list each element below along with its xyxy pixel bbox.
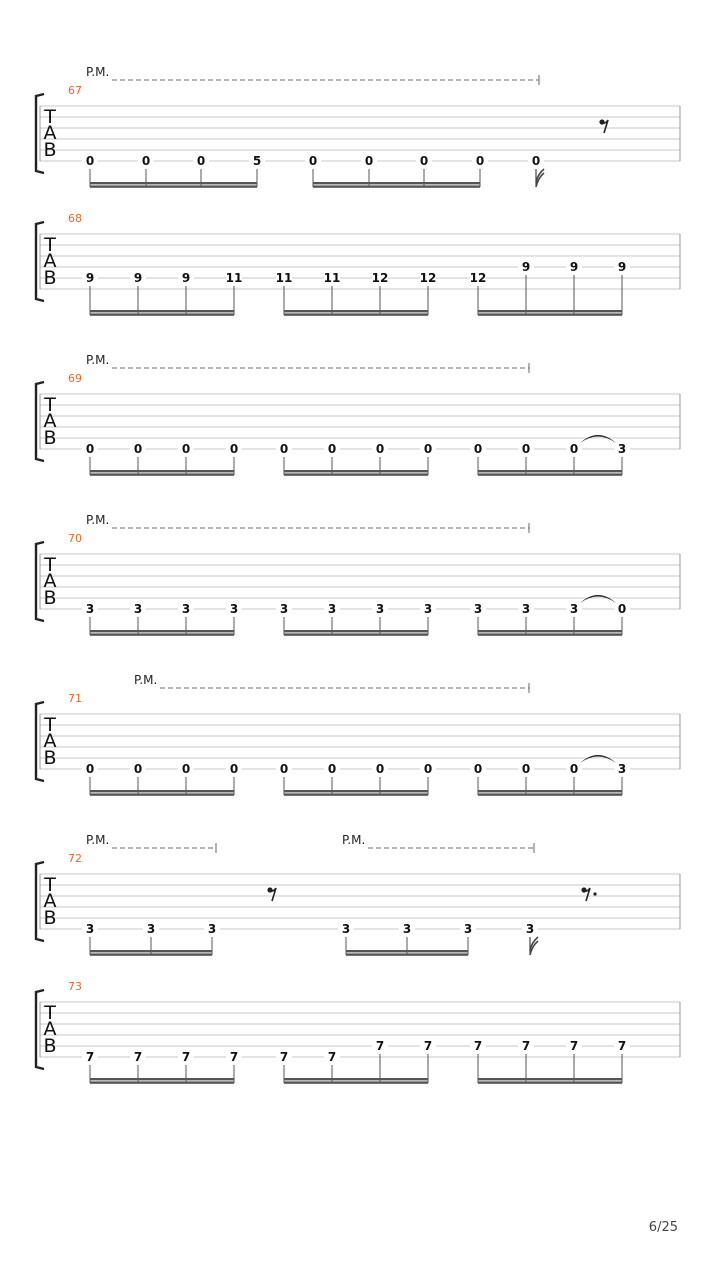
beam-primary xyxy=(313,182,480,184)
beam-secondary xyxy=(478,473,622,475)
measure-number: 72 xyxy=(68,852,82,865)
beam-primary xyxy=(90,1078,234,1080)
beam-secondary xyxy=(90,793,234,795)
fret-number: 3 xyxy=(229,602,239,616)
tab-clef-letter: B xyxy=(43,1035,57,1057)
fret-number: 7 xyxy=(85,1050,95,1064)
fret-number: 0 xyxy=(375,762,385,776)
beam-secondary xyxy=(284,1081,428,1083)
fret-number: 0 xyxy=(475,154,485,168)
fret-number: 9 xyxy=(569,260,579,274)
fret-number: 3 xyxy=(181,602,191,616)
fret-number: 3 xyxy=(463,922,473,936)
palm-mute-label: P.M. xyxy=(86,353,110,367)
fret-number: 0 xyxy=(375,442,385,456)
tab-clef-letter: T xyxy=(44,394,56,416)
tab-clef-letter: T xyxy=(44,1002,56,1024)
fret-number: 0 xyxy=(229,442,239,456)
beam-primary xyxy=(284,310,428,312)
beam-primary xyxy=(284,1078,428,1080)
tie-arc xyxy=(580,435,616,443)
tab-system-71 xyxy=(36,673,680,796)
fret-number: 7 xyxy=(569,1039,579,1053)
beam-secondary xyxy=(478,1081,622,1083)
fret-number: 5 xyxy=(252,154,262,168)
fret-number: 0 xyxy=(364,154,374,168)
beam-primary xyxy=(284,790,428,792)
beam-primary xyxy=(478,1078,622,1080)
fret-number: 0 xyxy=(419,154,429,168)
fret-number: 0 xyxy=(196,154,206,168)
tab-clef-letter: A xyxy=(43,250,57,272)
tab-clef-letter: B xyxy=(43,427,57,449)
fret-number: 0 xyxy=(181,762,191,776)
fret-number: 3 xyxy=(375,602,385,616)
beam-primary xyxy=(478,630,622,632)
fret-number: 0 xyxy=(473,442,483,456)
tab-clef-letter: B xyxy=(43,907,57,929)
fret-number: 0 xyxy=(569,442,579,456)
fret-number: 0 xyxy=(617,602,627,616)
beam-primary xyxy=(90,630,234,632)
fret-number: 0 xyxy=(133,442,143,456)
beam-secondary xyxy=(284,793,428,795)
tab-clef-letter: B xyxy=(43,267,57,289)
fret-number: 0 xyxy=(569,762,579,776)
fret-number: 3 xyxy=(85,602,95,616)
fret-number: 9 xyxy=(85,271,95,285)
beam-secondary xyxy=(478,793,622,795)
beam-primary xyxy=(90,182,257,184)
fret-number: 11 xyxy=(275,271,293,285)
fret-number: 0 xyxy=(279,442,289,456)
tab-clef-letter: A xyxy=(43,1018,57,1040)
fret-number: 3 xyxy=(146,922,156,936)
tab-clef-letter: T xyxy=(44,234,56,256)
measure-number: 69 xyxy=(68,372,82,385)
tab-clef-letter: T xyxy=(44,106,56,128)
fret-number: 0 xyxy=(531,154,541,168)
measure-number: 67 xyxy=(68,84,82,97)
fret-number: 9 xyxy=(181,271,191,285)
fret-number: 7 xyxy=(375,1039,385,1053)
tab-clef-letter: A xyxy=(43,890,57,912)
page-number: 6/25 xyxy=(648,1220,678,1235)
fret-number: 7 xyxy=(133,1050,143,1064)
fret-number: 12 xyxy=(469,271,487,285)
beam-primary xyxy=(90,310,234,312)
beam-primary xyxy=(284,470,428,472)
tab-system-68 xyxy=(36,212,680,316)
tab-clef-letter: T xyxy=(44,554,56,576)
tab-clef-letter: A xyxy=(43,730,57,752)
fret-number: 3 xyxy=(207,922,217,936)
measure-number: 68 xyxy=(68,212,82,225)
fret-number: 3 xyxy=(423,602,433,616)
beam-secondary xyxy=(90,633,234,635)
beam-secondary xyxy=(284,633,428,635)
rest-dot xyxy=(593,892,596,895)
fret-number: 0 xyxy=(85,762,95,776)
fret-number: 0 xyxy=(85,154,95,168)
tab-clef-letter: B xyxy=(43,747,57,769)
fret-number: 3 xyxy=(279,602,289,616)
tab-clef-letter: A xyxy=(43,122,57,144)
tab-clef-letter: T xyxy=(44,714,56,736)
measure-number: 70 xyxy=(68,532,82,545)
fret-number: 7 xyxy=(473,1039,483,1053)
beam-secondary xyxy=(90,1081,234,1083)
fret-number: 12 xyxy=(419,271,437,285)
measure-number: 73 xyxy=(68,980,82,993)
fret-number: 11 xyxy=(323,271,341,285)
fret-number: 3 xyxy=(341,922,351,936)
note-flag xyxy=(536,169,544,182)
measure-number: 71 xyxy=(68,692,82,705)
fret-number: 3 xyxy=(521,602,531,616)
fret-number: 12 xyxy=(371,271,389,285)
fret-number: 0 xyxy=(85,442,95,456)
palm-mute-label: P.M. xyxy=(342,833,366,847)
palm-mute-label: P.M. xyxy=(86,65,110,79)
fret-number: 9 xyxy=(617,260,627,274)
beam-secondary xyxy=(90,185,257,187)
fret-number: 9 xyxy=(521,260,531,274)
palm-mute-label: P.M. xyxy=(86,833,110,847)
fret-number: 9 xyxy=(133,271,143,285)
fret-number: 3 xyxy=(85,922,95,936)
beam-secondary xyxy=(284,473,428,475)
fret-number: 3 xyxy=(525,922,535,936)
fret-number: 0 xyxy=(279,762,289,776)
beam-secondary xyxy=(478,633,622,635)
fret-number: 7 xyxy=(617,1039,627,1053)
fret-number: 0 xyxy=(181,442,191,456)
fret-number: 7 xyxy=(279,1050,289,1064)
fret-number: 0 xyxy=(521,762,531,776)
fret-number: 0 xyxy=(327,442,337,456)
fret-number: 0 xyxy=(423,762,433,776)
note-flag xyxy=(530,937,538,950)
beam-secondary xyxy=(90,313,234,315)
tab-system-67 xyxy=(36,65,680,188)
beam-primary xyxy=(90,470,234,472)
palm-mute-label: P.M. xyxy=(134,673,158,687)
fret-number: 11 xyxy=(225,271,243,285)
tab-system-69 xyxy=(36,353,680,476)
tab-clef-letter: B xyxy=(43,139,57,161)
fret-number: 0 xyxy=(423,442,433,456)
beam-secondary xyxy=(478,313,622,315)
tab-clef-letter: B xyxy=(43,587,57,609)
tab-clef-letter: A xyxy=(43,410,57,432)
beam-secondary xyxy=(90,473,234,475)
palm-mute-label: P.M. xyxy=(86,513,110,527)
fret-number: 7 xyxy=(327,1050,337,1064)
fret-number: 0 xyxy=(521,442,531,456)
fret-number: 3 xyxy=(569,602,579,616)
tie-arc xyxy=(580,755,616,763)
tab-clef-letter: T xyxy=(44,874,56,896)
fret-number: 7 xyxy=(229,1050,239,1064)
beam-primary xyxy=(90,790,234,792)
beam-primary xyxy=(478,790,622,792)
tab-clef-letter: A xyxy=(43,570,57,592)
beam-secondary xyxy=(313,185,480,187)
fret-number: 7 xyxy=(521,1039,531,1053)
fret-number: 7 xyxy=(423,1039,433,1053)
fret-number: 3 xyxy=(473,602,483,616)
beam-primary xyxy=(478,470,622,472)
fret-number: 3 xyxy=(133,602,143,616)
fret-number: 3 xyxy=(617,762,627,776)
fret-number: 0 xyxy=(327,762,337,776)
fret-number: 0 xyxy=(141,154,151,168)
beam-secondary xyxy=(284,313,428,315)
fret-number: 3 xyxy=(327,602,337,616)
fret-number: 0 xyxy=(473,762,483,776)
tab-system-70 xyxy=(36,513,680,636)
beam-primary xyxy=(478,310,622,312)
fret-number: 0 xyxy=(133,762,143,776)
tab-system-72 xyxy=(36,833,680,956)
fret-number: 0 xyxy=(229,762,239,776)
fret-number: 3 xyxy=(617,442,627,456)
fret-number: 7 xyxy=(181,1050,191,1064)
tie-arc xyxy=(580,595,616,603)
tab-system-73 xyxy=(36,980,680,1084)
fret-number: 0 xyxy=(308,154,318,168)
fret-number: 3 xyxy=(402,922,412,936)
beam-primary xyxy=(284,630,428,632)
